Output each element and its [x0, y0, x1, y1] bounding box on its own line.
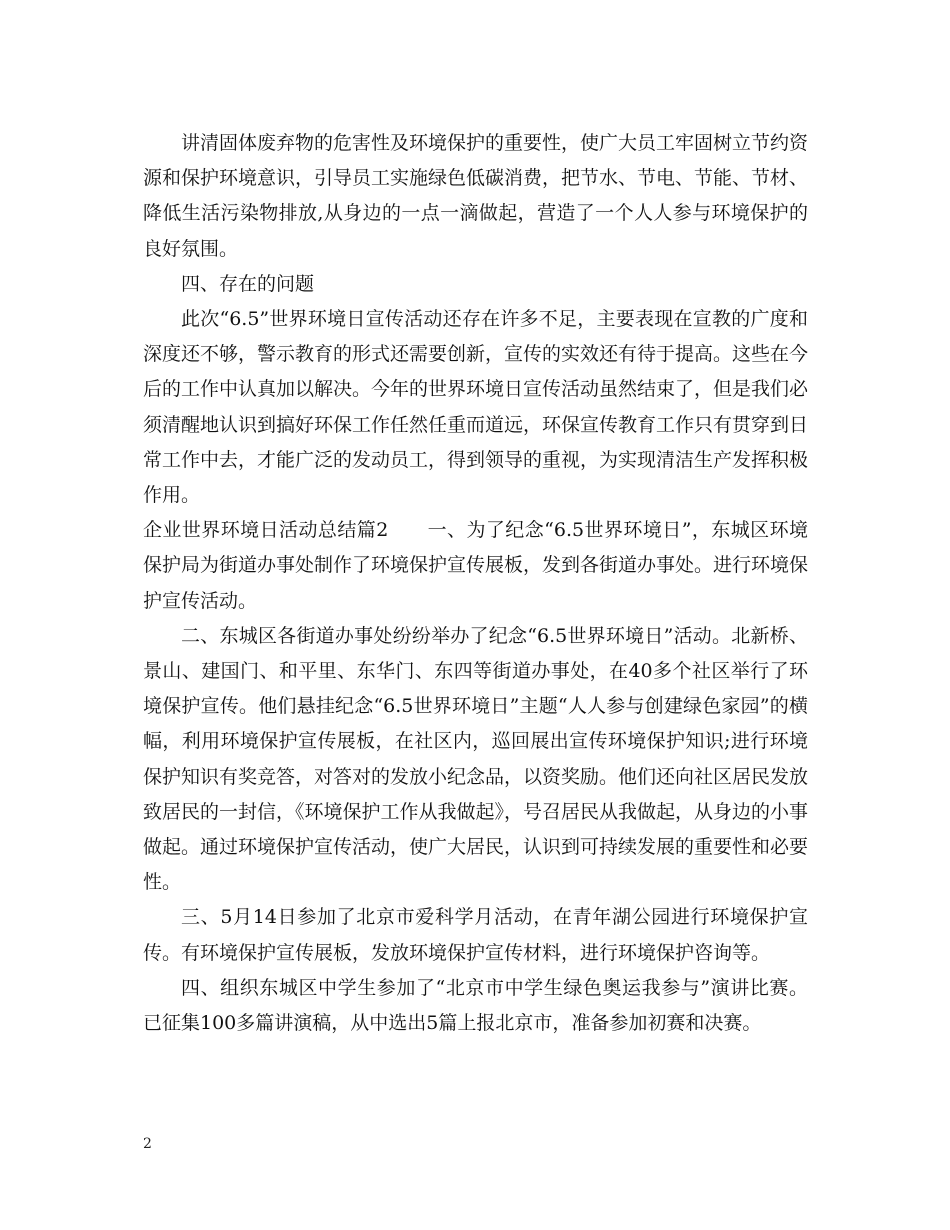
- paragraph-speech-contest: 四、组织东城区中学生参加了“北京市中学生绿色奥运我参与”演讲比赛。已征集100多篇讲演稿，从中选出5篇上报北京市，准备参加初赛和决赛。: [143, 976, 808, 1035]
- page-number: 2: [143, 1136, 152, 1152]
- paragraph-shortcomings: 此次“6.5”世界环境日宣传活动还存在许多不足，主要表现在宣教的广度和深度还不够，警示教育的形式还需要创新，宣传的实效还有待于提高。这些在今后的工作中认真加以解决。今年的世界环境日宣传活动虽然结束了，但是我们必须清醒地认识到搞好环保工作任然任重而道远，环保宣传教育工作只有贯穿到日常工作中去，才能广泛的发动员工，得到领导的重视，为实现清洁生产发挥积极作用。: [143, 308, 809, 507]
- section-heading-existing-problems: 四、存在的问题: [181, 272, 315, 295]
- paragraph-environmental-awareness: 讲清固体废弃物的危害性及环境保护的重要性，使广大员工牢固树立节约资源和保护环境意识，引导员工实施绿色低碳消费，把节水、节电、节能、节材、降低生活污染物排放,从身边的一点一滴做起，营造了一个人人参与环境保护的良好氛围。: [143, 132, 809, 260]
- paragraph-article-2-intro: 企业世界环境日活动总结篇2 一、为了纪念“6.5世界环境日”，东城区环境保护局为街道办事处制作了环境保护宣传展板，发到各街道办事处。进行环境保护宣传活动。: [143, 519, 809, 612]
- paragraph-science-month: 三、5月14日参加了北京市爱科学月活动，在青年湖公园进行环境保护宣传。有环境保护宣传展板，发放环境保护宣传材料，进行环境保护咨询等。: [143, 906, 808, 964]
- document-body: [143, 126, 808, 1041]
- paragraph-street-office-activities: 二、东城区各街道办事处纷纷举办了纪念“6.5世界环境日”活动。北新桥、景山、建国门、和平里、东华门、东四等街道办事处，在40多个社区举行了环境保护宣传。他们悬挂纪念“6.5世界环境日”主题“人人参与创建绿色家园”的横幅，利用环境保护宣传展板，在社区内，巡回展出宣传环境保护知识;进行环境保护知识有奖竞答，对答对的发放小纪念品，以资奖励。他们还向社区居民发放致居民的一封信，《环境保护工作从我做起》，号召居民从我做起，从身边的小事做起。通过环境保护宣传活动，使广大居民，认识到可持续发展的重要性和必要性。: [143, 624, 809, 894]
